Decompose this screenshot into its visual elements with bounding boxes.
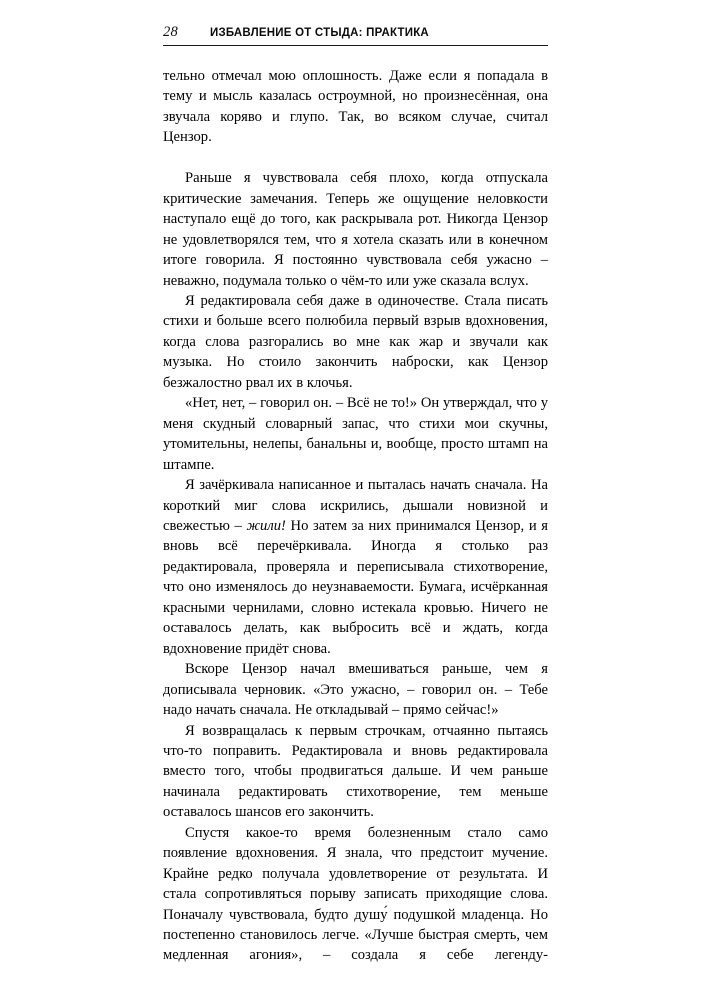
emphasised-word: жили!: [246, 517, 286, 534]
paragraph: Я редактировала себя даже в одиночестве. Стала писать стихи и больше всего полюбила первый взрыв вдохновения, когда слова разгорались во мне как жар и звучали как музыка. Но стоило закончить наброски, как Цензор безжалостно рвал их в клочья.: [163, 292, 548, 391]
text-run: Я зачёркивала написанное и пыталась начать сначала. На короткий миг слова искрились, дышали новизной и свежестью –: [163, 477, 548, 534]
paragraph: Вскоре Цензор начал вмешиваться раньше, чем я дописывала черновик. «Это ужасно, – говорил он. – Тебе надо начать сначала. Не откладывай – прямо сейчас!»: [163, 661, 548, 719]
paragraph: Я возвращалась к первым строчкам, отчаянно пытаясь что-то поправить. Редактировала и вновь редактировала вместо того, чтобы продвигаться дальше. И чем раньше начинала редактировать стихотворение, тем меньше оставалось шансов его закончить.: [163, 722, 548, 821]
text-run: Но затем за них принимался Цензор, и я вновь всё перечёркивала. Иногда я столько раз редактировала, проверяла и переписывала стихотворение, что оно изменялось до неузнаваемости. Бумага, исчёрканная красными чернилами, словно истекала кровью. Ничего не оставалось делать, как выбросить всё и ждать, когда вдохновение придёт снова.: [163, 517, 548, 657]
text-column: [163, 66, 548, 986]
running-head-title: ИЗБАВЛЕНИЕ ОТ СТЫДА: ПРАКТИКА: [210, 25, 429, 39]
paragraph: Спустя какое-то время болезненным стало само появление вдохновения. Я знала, что предстоит мучение. Крайне редко получала удовлетворение от результата. И стала сопротивляться порыву записать приходящие слова. Поначалу чувствовала, будто душу́ подушкой младенца. Но постепенно становилось легче. «Лучше быстрая смерть, чем медленная агония», – создала я себе легенду-: [163, 824, 548, 964]
header-divider: [163, 45, 548, 46]
paragraph: тельно отмечал мою оплошность. Даже если я попадала в тему и мысль казалась остроумной, но произнесённая, она звучала коряво и глупо. Так, во всяком случае, считал Цензор.: [163, 68, 548, 146]
page-number: 28: [163, 24, 178, 40]
paragraph-with-emphasis: [163, 475, 548, 659]
paragraph: «Нет, нет, – говорил он. – Всё не то!» Он утверждал, что у меня скудный словарный запас, что стихи мои скучны, утомительны, нелепы, банальны и, вообще, просто штамп на штампе.: [163, 395, 548, 473]
paragraph: Раньше я чувствовала себя плохо, когда отпускала критические замечания. Теперь же ощущение неловкости наступало ещё до того, как раскрывала рот. Никогда Цензор не удовлетворялся тем, что я хотела сказать или в конечном итоге говорила. Я постоянно чувствовала себя ужасно – неважно, подумала только о чём-то или уже сказала вслух.: [163, 170, 548, 289]
